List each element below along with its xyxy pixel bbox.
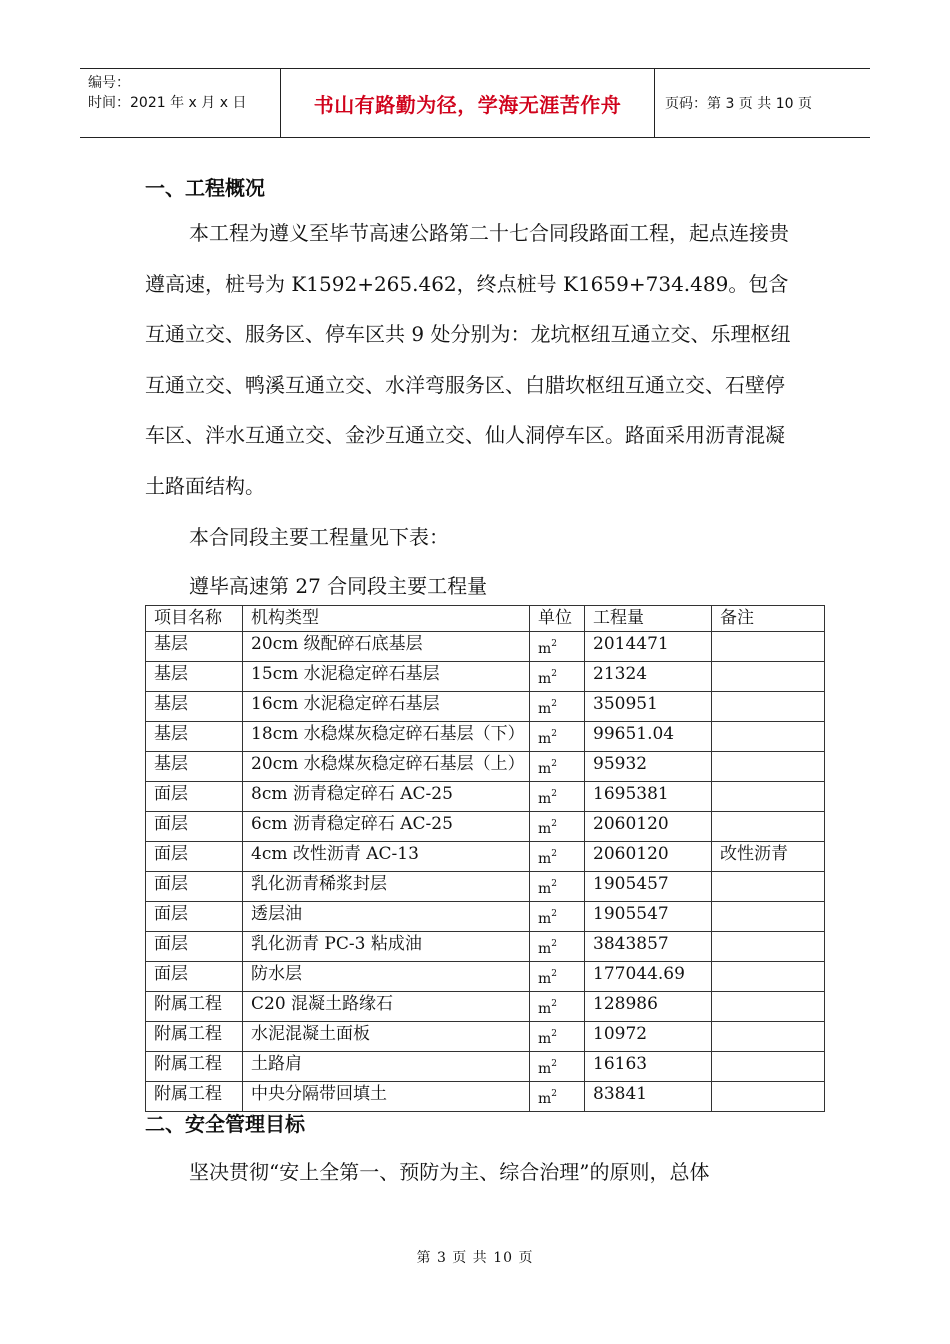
row-type-cell: 土路肩 [243, 1051, 530, 1081]
row-note-cell: 改性沥青 [712, 841, 825, 871]
row-name-cell: 附属工程 [146, 1021, 243, 1051]
page-footer: 第 3 页 共 10 页 [416, 1250, 534, 1266]
row-qty-cell: 2060120 [585, 841, 712, 871]
unit-text: m [538, 1000, 552, 1017]
row-qty-cell: 177044.69 [585, 961, 712, 991]
row-name-cell: 基层 [146, 721, 243, 751]
table-header-cell: 机构类型 [243, 606, 530, 632]
unit-superscript: 2 [551, 668, 558, 679]
row-qty-cell: 1905547 [585, 901, 712, 931]
overview-paragraph [145, 208, 795, 511]
section-heading-overview: 一、工程概况 [145, 176, 265, 200]
unit-superscript: 2 [551, 848, 558, 859]
row-qty-cell: 3843857 [585, 931, 712, 961]
row-qty-cell: 21324 [585, 661, 712, 691]
row-qty-cell: 16163 [585, 1051, 712, 1081]
row-qty-cell: 95932 [585, 751, 712, 781]
header-motto: 书山有路勤为径，学海无涯苦作舟 [281, 69, 655, 137]
doc-time-label: 时间：2021 年 x 月 x 日 [88, 95, 247, 111]
row-name-cell: 面层 [146, 961, 243, 991]
unit-superscript: 2 [551, 1058, 558, 1069]
row-type-cell: 乳化沥青 PC-3 粘成油 [243, 931, 530, 961]
row-name-cell: 面层 [146, 871, 243, 901]
table-header-cell: 单位 [530, 606, 585, 632]
unit-text: m [538, 640, 552, 657]
row-name-cell: 附属工程 [146, 1051, 243, 1081]
row-note-cell [712, 931, 825, 961]
row-type-cell: 防水层 [243, 961, 530, 991]
unit-text: m [538, 1060, 552, 1077]
unit-superscript: 2 [551, 968, 558, 979]
row-unit-cell [530, 961, 585, 991]
table-row [146, 751, 825, 781]
row-note-cell [712, 991, 825, 1021]
row-name-cell: 面层 [146, 841, 243, 871]
safety-first-line: 坚决贯彻“安上全第一、预防为主、综合治理”的原则，总体 [189, 1160, 710, 1184]
table-row [146, 901, 825, 931]
row-type-cell: 水泥混凝土面板 [243, 1021, 530, 1051]
row-note-cell [712, 661, 825, 691]
row-qty-cell: 83841 [585, 1081, 712, 1111]
table-row [146, 871, 825, 901]
table-row [146, 781, 825, 811]
row-note-cell [712, 811, 825, 841]
unit-text: m [538, 790, 552, 807]
row-type-cell: 乳化沥青稀浆封层 [243, 871, 530, 901]
row-note-cell [712, 721, 825, 751]
unit-text: m [538, 820, 552, 837]
row-unit-cell [530, 631, 585, 661]
row-qty-cell: 99651.04 [585, 721, 712, 751]
row-type-cell: 4cm 改性沥青 AC-13 [243, 841, 530, 871]
row-type-cell: 20cm 级配碎石底基层 [243, 631, 530, 661]
row-qty-cell: 2060120 [585, 811, 712, 841]
row-note-cell [712, 751, 825, 781]
row-unit-cell [530, 661, 585, 691]
row-name-cell: 基层 [146, 691, 243, 721]
unit-text: m [538, 910, 552, 927]
row-name-cell: 附属工程 [146, 1081, 243, 1111]
unit-superscript: 2 [551, 878, 558, 889]
unit-superscript: 2 [551, 1028, 558, 1039]
unit-text: m [538, 760, 552, 777]
table-row [146, 991, 825, 1021]
row-unit-cell [530, 781, 585, 811]
row-note-cell [712, 1051, 825, 1081]
unit-superscript: 2 [551, 728, 558, 739]
row-qty-cell: 350951 [585, 691, 712, 721]
row-name-cell: 基层 [146, 751, 243, 781]
table-intro: 本合同段主要工程量见下表： [189, 525, 449, 549]
table-header-cell: 工程量 [585, 606, 712, 632]
row-unit-cell [530, 871, 585, 901]
row-type-cell: 6cm 沥青稳定碎石 AC-25 [243, 811, 530, 841]
row-unit-cell [530, 991, 585, 1021]
table-row [146, 631, 825, 661]
table-row [146, 1051, 825, 1081]
section-heading-safety: 二、安全管理目标 [145, 1112, 305, 1136]
table-row [146, 1021, 825, 1051]
row-note-cell [712, 631, 825, 661]
row-note-cell [712, 1081, 825, 1111]
row-qty-cell: 10972 [585, 1021, 712, 1051]
row-name-cell: 面层 [146, 931, 243, 961]
table-title: 遵毕高速第 27 合同段主要工程量 [189, 574, 488, 598]
row-type-cell: 18cm 水稳煤灰稳定碎石基层（下） [243, 721, 530, 751]
row-name-cell: 基层 [146, 631, 243, 661]
overview-paragraph-text: 本工程为遵义至毕节高速公路第二十七合同段路面工程，起点连接贵遵高速，桩号为 K1592+265.462，终点桩号 K1659+734.489。包含互通立交、服务区、停车区共 9 处分别为：龙坑枢纽互通立交、乐理枢纽互通立交、鸭溪互通立交、水洋弯服务区、白腊坎枢纽互通立交、石壁停车区、泮水互通立交、金沙互通立交、仙人洞停车区。路面采用沥青混凝土路面结构。 [145, 221, 791, 498]
row-name-cell: 面层 [146, 781, 243, 811]
row-note-cell [712, 901, 825, 931]
row-qty-cell: 1695381 [585, 781, 712, 811]
row-type-cell: 透层油 [243, 901, 530, 931]
unit-superscript: 2 [551, 698, 558, 709]
row-note-cell [712, 871, 825, 901]
table-row [146, 691, 825, 721]
unit-superscript: 2 [551, 818, 558, 829]
row-qty-cell: 128986 [585, 991, 712, 1021]
table-header-row [146, 606, 825, 632]
row-qty-cell: 1905457 [585, 871, 712, 901]
unit-text: m [538, 940, 552, 957]
unit-superscript: 2 [551, 998, 558, 1009]
row-unit-cell [530, 1021, 585, 1051]
row-type-cell: 20cm 水稳煤灰稳定碎石基层（上） [243, 751, 530, 781]
unit-text: m [538, 880, 552, 897]
row-unit-cell [530, 841, 585, 871]
row-unit-cell [530, 811, 585, 841]
row-unit-cell [530, 931, 585, 961]
table-header-cell: 项目名称 [146, 606, 243, 632]
unit-text: m [538, 700, 552, 717]
unit-text: m [538, 730, 552, 747]
row-unit-cell [530, 901, 585, 931]
table-row [146, 961, 825, 991]
row-unit-cell [530, 1051, 585, 1081]
unit-superscript: 2 [551, 1088, 558, 1099]
unit-superscript: 2 [551, 938, 558, 949]
row-note-cell [712, 1021, 825, 1051]
unit-text: m [538, 1090, 552, 1107]
table-row [146, 661, 825, 691]
unit-text: m [538, 1030, 552, 1047]
doc-number-label: 编号： [88, 75, 130, 91]
row-name-cell: 附属工程 [146, 991, 243, 1021]
row-unit-cell [530, 721, 585, 751]
page-header [80, 68, 870, 138]
table-row [146, 1081, 825, 1111]
row-type-cell: 8cm 沥青稳定碎石 AC-25 [243, 781, 530, 811]
row-unit-cell [530, 751, 585, 781]
table-header-cell: 备注 [712, 606, 825, 632]
table-row [146, 931, 825, 961]
row-type-cell: 15cm 水泥稳定碎石基层 [243, 661, 530, 691]
row-note-cell [712, 781, 825, 811]
table-row [146, 721, 825, 751]
unit-superscript: 2 [551, 758, 558, 769]
unit-superscript: 2 [551, 908, 558, 919]
row-type-cell: 16cm 水泥稳定碎石基层 [243, 691, 530, 721]
row-name-cell: 面层 [146, 901, 243, 931]
row-name-cell: 基层 [146, 661, 243, 691]
unit-superscript: 2 [551, 788, 558, 799]
row-unit-cell [530, 691, 585, 721]
unit-text: m [538, 670, 552, 687]
row-type-cell: C20 混凝土路缘石 [243, 991, 530, 1021]
row-note-cell [712, 961, 825, 991]
table-row [146, 841, 825, 871]
header-page-info: 页码：第 3 页 共 10 页 [665, 96, 812, 112]
row-qty-cell: 2014471 [585, 631, 712, 661]
unit-text: m [538, 970, 552, 987]
row-note-cell [712, 691, 825, 721]
quantity-table [145, 605, 825, 1112]
unit-text: m [538, 850, 552, 867]
unit-superscript: 2 [551, 638, 558, 649]
table-row [146, 811, 825, 841]
row-type-cell: 中央分隔带回填土 [243, 1081, 530, 1111]
row-name-cell: 面层 [146, 811, 243, 841]
header-meta [80, 69, 281, 137]
row-unit-cell [530, 1081, 585, 1111]
